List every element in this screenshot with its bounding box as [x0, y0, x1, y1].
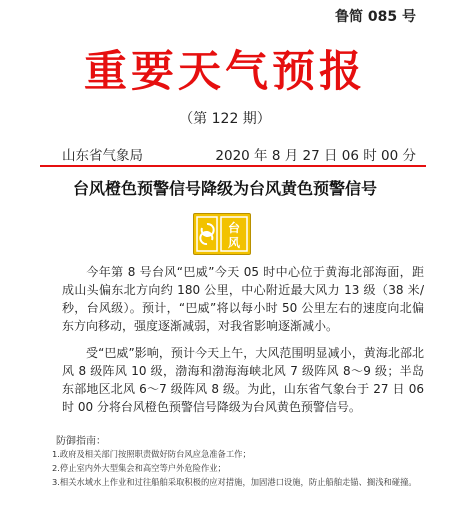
- paragraph-text: 受“巴威”影响，预计今天上午，大风范围明显减小，黄海北部北风 8 级阵风 10 级，渤海和渤海海峡北风 7 级阵风 8～9 级；半岛东部地区北风 6～7 级阵风 8 级。为此，山东省气象台于 27 日 06 时 00 分将台风橙色预警信号降级为台风黄色预警信号。: [62, 346, 424, 414]
- guide-item: 2.停止室内外大型集会和高空等户外危险作业；: [52, 463, 226, 473]
- divider: [40, 165, 426, 167]
- paragraph: [62, 263, 424, 335]
- guide-item: 3.相关水域水上作业和过往船舶采取积极的应对措施，加固港口设施，防止船舶走锚、搁浅和碰撞。: [52, 477, 417, 487]
- signal-text-bottom: 风: [227, 236, 241, 250]
- issuer: 山东省气象局: [62, 148, 143, 164]
- issuer-date-row: [62, 144, 416, 164]
- signal-text-top: 台: [227, 221, 241, 235]
- defense-guide-title: 防御指南：: [56, 436, 106, 447]
- paragraph-text: 今年第 8 号台风“巴威”今天 05 时中心位于黄海北部海面，距成山头偏东北方向约 180 公里，中心附近最大风力 13 级（38 米/秒，台风级）。预计，“巴威”将以每小时 50 公里左右的速度向北偏东方向移动，强度逐渐减弱，对我省影响逐渐减小。: [62, 265, 424, 333]
- issue-datetime: 2020 年 8 月 27 日 06 时 00 分: [215, 148, 416, 164]
- issue-number: （第 122 期）: [179, 111, 271, 127]
- paragraph: [62, 344, 424, 416]
- guide-item: 1.政府及相关部门按照职责做好防台风应急准备工作；: [52, 449, 251, 459]
- report-title: 重要天气预报: [84, 47, 366, 97]
- typhoon-yellow-warning-icon: [193, 213, 251, 255]
- headline: 台风橙色预警信号降级为台风黄色预警信号: [72, 179, 377, 198]
- document-code: 鲁简 085 号: [335, 9, 416, 25]
- defense-guide-list: [52, 447, 432, 489]
